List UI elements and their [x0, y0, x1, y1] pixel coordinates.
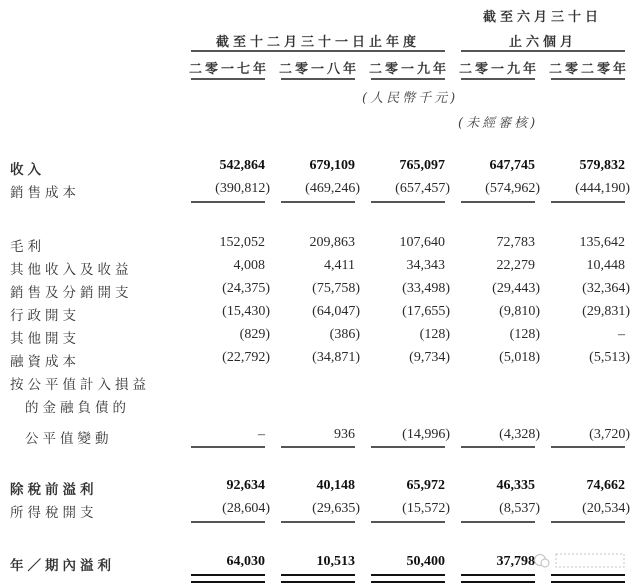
subtotal-rule [191, 521, 265, 523]
cell-finance-costs-2019: (9,734) [409, 350, 450, 365]
subtotal-rule [551, 201, 625, 203]
currency-note: (人民幣千元) [362, 91, 459, 106]
row-label-selling-distribution-expenses: 銷售及分銷開支 [10, 285, 133, 301]
row-label-other-income: 其他收入及收益 [10, 262, 133, 278]
row-label-cost-of-sales: 銷售成本 [10, 185, 80, 201]
watermark-overlay [532, 550, 628, 570]
subtotal-rule [281, 201, 355, 203]
column-rule [191, 78, 265, 80]
cell-tax-2019-interim: (8,537) [499, 501, 540, 516]
cell-selling-expenses-2020-interim: (32,364) [582, 281, 630, 296]
subtotal-rule [371, 521, 445, 523]
subtotal-rule [551, 521, 625, 523]
cell-other-income-2019-interim: 22,279 [496, 258, 535, 273]
cell-finance-costs-2017: (22,792) [222, 350, 270, 365]
subtotal-rule [371, 201, 445, 203]
annual-header-rule [191, 50, 445, 52]
subtotal-rule [461, 521, 535, 523]
row-label-fv-change-line2: 的金融負債的 [25, 400, 130, 416]
cell-fv-change-2020-interim: (3,720) [589, 427, 630, 442]
cell-admin-expenses-2019-interim: (9,810) [499, 304, 540, 319]
cell-admin-expenses-2019: (17,655) [402, 304, 450, 319]
cell-profit-2018: 10,513 [316, 554, 355, 569]
cell-finance-costs-2020-interim: (5,513) [589, 350, 630, 365]
cell-pbt-2018: 40,148 [316, 478, 355, 493]
unaudited-note: (未經審核) [458, 116, 539, 131]
cell-fv-change-2017: – [258, 427, 265, 442]
row-label-finance-costs: 融資成本 [10, 354, 80, 370]
cell-other-expenses-2020-interim: – [618, 327, 625, 342]
cell-other-expenses-2018: (386) [329, 327, 360, 342]
cell-revenue-2019: 765,097 [399, 158, 445, 173]
row-label-profit-for-period: 年／期內溢利 [10, 558, 115, 574]
cell-fv-change-2019: (14,996) [402, 427, 450, 442]
subtotal-rule [191, 446, 265, 448]
cell-cost-of-sales-2017: (390,812) [215, 181, 270, 196]
subtotal-rule [281, 521, 355, 523]
cell-fv-change-2019-interim: (4,328) [499, 427, 540, 442]
cell-finance-costs-2019-interim: (5,018) [499, 350, 540, 365]
row-label-profit-before-tax: 除稅前溢利 [10, 482, 98, 498]
cell-cost-of-sales-2020-interim: (444,190) [575, 181, 630, 196]
cell-fv-change-2018: 936 [334, 427, 355, 442]
cell-pbt-2019: 65,972 [406, 478, 445, 493]
subtotal-rule [281, 446, 355, 448]
cell-finance-costs-2018: (34,871) [312, 350, 360, 365]
column-header-2018: 二零一八年 [279, 62, 360, 77]
cell-other-income-2017: 4,008 [233, 258, 265, 273]
cell-cost-of-sales-2019-interim: (574,962) [485, 181, 540, 196]
column-rule [551, 78, 625, 80]
cell-other-expenses-2017: (829) [239, 327, 270, 342]
total-double-rule [281, 574, 355, 583]
annual-period-header: 截至十二月三十一日止年度 [215, 35, 420, 50]
row-label-other-expenses: 其他開支 [10, 331, 80, 347]
subtotal-rule [461, 446, 535, 448]
row-label-fv-change-line3: 公平值變動 [25, 431, 113, 447]
cell-tax-2017: (28,604) [222, 501, 270, 516]
cell-admin-expenses-2018: (64,047) [312, 304, 360, 319]
cell-profit-2019-interim: 37,798 [496, 554, 535, 569]
cell-gross-profit-2020-interim: 135,642 [579, 235, 625, 250]
cell-other-income-2018: 4,411 [324, 258, 355, 273]
cell-cost-of-sales-2018: (469,246) [305, 181, 360, 196]
cell-revenue-2018: 679,109 [309, 158, 355, 173]
cell-profit-2017: 64,030 [226, 554, 265, 569]
subtotal-rule [551, 446, 625, 448]
interim-period-header-line1: 截至六月三十日 [482, 10, 602, 25]
row-label-revenue: 收入 [10, 162, 45, 178]
row-label-administrative-expenses: 行政開支 [10, 308, 80, 324]
cell-selling-expenses-2018: (75,758) [312, 281, 360, 296]
total-double-rule [461, 574, 535, 583]
column-header-2017: 二零一七年 [189, 62, 270, 77]
row-label-income-tax: 所得稅開支 [10, 505, 98, 521]
total-double-rule [371, 574, 445, 583]
cell-selling-expenses-2019-interim: (29,443) [492, 281, 540, 296]
column-header-2020-interim: 二零二零年 [549, 62, 630, 77]
cell-cost-of-sales-2019: (657,457) [395, 181, 450, 196]
total-double-rule [191, 574, 265, 583]
cell-gross-profit-2019-interim: 72,783 [496, 235, 535, 250]
wechat-logo-icon [532, 550, 628, 570]
row-label-gross-profit: 毛利 [10, 239, 45, 255]
cell-tax-2020-interim: (20,534) [582, 501, 630, 516]
cell-other-income-2020-interim: 10,448 [586, 258, 625, 273]
column-rule [281, 78, 355, 80]
cell-selling-expenses-2019: (33,498) [402, 281, 450, 296]
cell-tax-2018: (29,635) [312, 501, 360, 516]
cell-selling-expenses-2017: (24,375) [222, 281, 270, 296]
cell-gross-profit-2017: 152,052 [219, 235, 265, 250]
cell-revenue-2019-interim: 647,745 [489, 158, 535, 173]
cell-admin-expenses-2017: (15,430) [222, 304, 270, 319]
cell-revenue-2017: 542,864 [219, 158, 265, 173]
cell-other-income-2019: 34,343 [406, 258, 445, 273]
column-rule [371, 78, 445, 80]
interim-header-rule [461, 50, 625, 52]
row-label-fv-change-line1: 按公平值計入損益 [10, 377, 150, 393]
cell-admin-expenses-2020-interim: (29,831) [582, 304, 630, 319]
column-header-2019: 二零一九年 [369, 62, 450, 77]
total-double-rule [551, 574, 625, 583]
cell-revenue-2020-interim: 579,832 [579, 158, 625, 173]
cell-pbt-2020-interim: 74,662 [586, 478, 625, 493]
cell-other-expenses-2019: (128) [419, 327, 450, 342]
cell-gross-profit-2018: 209,863 [309, 235, 355, 250]
subtotal-rule [461, 201, 535, 203]
cell-other-expenses-2019-interim: (128) [509, 327, 540, 342]
subtotal-rule [371, 446, 445, 448]
subtotal-rule [191, 201, 265, 203]
column-rule [461, 78, 535, 80]
cell-profit-2019: 50,400 [406, 554, 445, 569]
cell-tax-2019: (15,572) [402, 501, 450, 516]
cell-pbt-2017: 92,634 [226, 478, 265, 493]
cell-gross-profit-2019: 107,640 [399, 235, 445, 250]
interim-period-header-line2: 止六個月 [508, 35, 577, 50]
cell-pbt-2019-interim: 46,335 [496, 478, 535, 493]
column-header-2019-interim: 二零一九年 [459, 62, 540, 77]
